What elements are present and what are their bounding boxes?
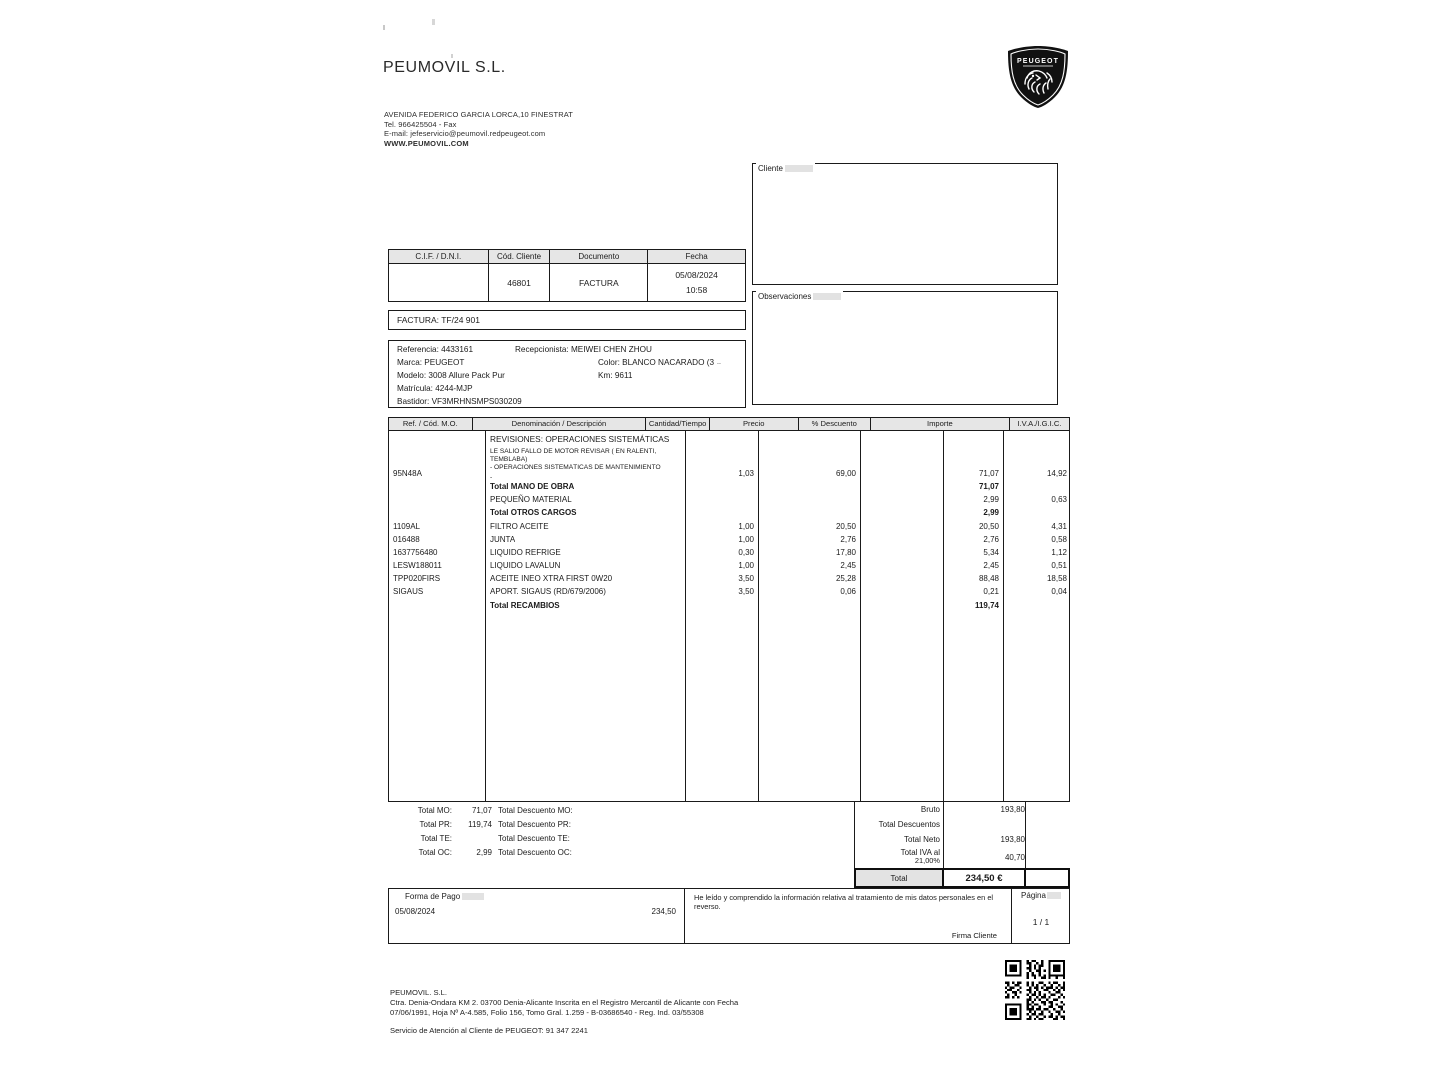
col-header-importe: Importe bbox=[871, 418, 1010, 430]
legal-line-1: PEUMOVIL. S.L. bbox=[390, 988, 447, 997]
meta-value-fecha-time: 10:58 bbox=[685, 284, 708, 295]
cell-importe: 2,76 bbox=[983, 535, 999, 544]
signature-label: Firma Cliente bbox=[951, 931, 997, 940]
scan-artifact bbox=[451, 54, 453, 58]
legal-line-2: Ctra. Denia-Ondara KM 2. 03700 Denia-Alicante Inscrita en el Registro Mercantil de Alicante con Fecha bbox=[390, 998, 739, 1007]
cell-cantidad: 1,00 bbox=[738, 535, 754, 544]
cell-ref: SIGAUS bbox=[393, 587, 424, 596]
mo-note-line-3: - OPERACIONES SISTEMÁTICAS DE MANTENIMIENTO bbox=[490, 464, 661, 471]
cell-denominacion: LIQUIDO LAVALUN bbox=[490, 561, 561, 570]
total-mo-value: 71,07 bbox=[471, 806, 492, 815]
total-oc-label: Total OC: bbox=[418, 848, 452, 857]
table-row bbox=[389, 494, 1069, 506]
bruto-value: 193,80 bbox=[1000, 805, 1025, 814]
total-descuento-mo-label: Total Descuento MO: bbox=[498, 806, 573, 815]
table-row bbox=[389, 586, 1069, 598]
mo-section-title: REVISIONES: OPERACIONES SISTEMÁTICAS bbox=[490, 434, 670, 444]
forma-de-pago-column bbox=[389, 889, 685, 943]
cell-iva: 0,51 bbox=[1051, 561, 1067, 570]
cell-ref: TPP020FIRS bbox=[393, 574, 441, 583]
cell-denominacion: APORT. SIGAUS (RD/679/2006) bbox=[490, 587, 606, 596]
cell-importe: 0,21 bbox=[983, 587, 999, 596]
totals-row-bruto bbox=[855, 802, 1070, 817]
forma-de-pago-date: 05/08/2024 bbox=[395, 907, 436, 916]
page-label: Página bbox=[1013, 891, 1069, 900]
cell-importe: 119,74 bbox=[974, 601, 999, 610]
vehicle-km: Km: 9611 bbox=[598, 371, 633, 380]
cell-iva: 1,12 bbox=[1051, 548, 1067, 557]
total-iva-value: 40,70 bbox=[1004, 853, 1025, 862]
vehicle-info-box bbox=[388, 340, 746, 408]
vehicle-color: Color: BLANCO NACARADO (3 bbox=[598, 358, 715, 367]
cell-ref: 1637756480 bbox=[393, 548, 438, 557]
table-row bbox=[389, 521, 1069, 533]
meta-header-row bbox=[389, 250, 746, 264]
table-row bbox=[389, 507, 1069, 519]
cliente-box-label: Cliente bbox=[756, 163, 815, 174]
total-descuentos-label: Total Descuentos bbox=[878, 820, 940, 829]
cell-cantidad: 3,50 bbox=[738, 574, 754, 583]
consent-text: He leído y comprendido la información relativa al tratamiento de mis datos personales en el reverso. bbox=[694, 893, 994, 912]
meta-value-cif bbox=[389, 264, 489, 302]
table-row bbox=[389, 560, 1069, 572]
cell-denominacion: Total OTROS CARGOS bbox=[490, 508, 577, 517]
forma-de-pago-amount: 234,50 bbox=[651, 907, 676, 916]
company-email: E-mail: jefeservicio@peumovil.redpeugeot.com bbox=[384, 129, 546, 139]
cell-importe: 2,99 bbox=[983, 508, 999, 517]
total-iva-label: Total IVA al bbox=[900, 848, 940, 857]
qr-code-icon bbox=[1000, 955, 1070, 1025]
total-mo-label: Total MO: bbox=[417, 806, 452, 815]
total-final-label: Total bbox=[856, 870, 944, 886]
total-iva-rate: 21,00% bbox=[914, 856, 940, 865]
totals-row-iva bbox=[855, 847, 1070, 865]
totals-row-neto bbox=[855, 832, 1070, 847]
consent-column bbox=[686, 889, 1012, 943]
page-value: 1 / 1 bbox=[1032, 917, 1050, 927]
vehicle-color-truncated: .. bbox=[717, 359, 721, 366]
meta-header-cif: C.I.F. / D.N.I. bbox=[389, 250, 489, 264]
total-pr-label: Total PR: bbox=[419, 820, 452, 829]
forma-de-pago-label: Forma de Pago bbox=[403, 892, 486, 901]
col-header-ref: Ref. / Cód. M.O. bbox=[389, 418, 473, 430]
meta-header-documento: Documento bbox=[550, 250, 648, 264]
bruto-label: Bruto bbox=[920, 805, 940, 814]
table-row bbox=[389, 481, 1069, 493]
table-row bbox=[389, 547, 1069, 559]
company-address: AVENIDA FEDERICO GARCIA LORCA,10 FINESTRAT bbox=[384, 110, 573, 119]
cell-denominacion: Total MANO DE OBRA bbox=[490, 482, 575, 491]
cell-precio: 69,00 bbox=[835, 469, 856, 478]
company-name: PEUMOVIL S.L. bbox=[383, 59, 506, 76]
cell-iva: 0,58 bbox=[1051, 535, 1067, 544]
cell-iva: 0,63 bbox=[1051, 495, 1067, 504]
cell-ref: 016488 bbox=[393, 535, 420, 544]
mo-note-line-1: LE SALIO FALLO DE MOTOR REVISAR ( EN RALENTI, bbox=[490, 448, 657, 455]
cell-precio: 0,06 bbox=[840, 587, 856, 596]
cell-ref: 95N48A bbox=[393, 469, 422, 478]
cell-precio: 20,50 bbox=[835, 522, 856, 531]
line-items-body bbox=[389, 431, 1069, 802]
col-header-precio: Precio bbox=[710, 418, 799, 430]
total-oc-value: 2,99 bbox=[476, 848, 492, 857]
observaciones-box bbox=[752, 291, 1058, 405]
observaciones-box-label: Observaciones bbox=[756, 291, 843, 302]
cell-precio: 2,45 bbox=[840, 561, 856, 570]
vehicle-modelo: Modelo: 3008 Allure Pack Pur bbox=[397, 371, 505, 380]
cell-denominacion: ACEITE INEO XTRA FIRST 0W20 bbox=[490, 574, 613, 583]
meta-value-fecha bbox=[648, 264, 746, 302]
cell-precio: 17,80 bbox=[835, 548, 856, 557]
cell-ref: LESW188011 bbox=[393, 561, 442, 570]
total-final-value: 234,50 € bbox=[944, 870, 1026, 886]
svg-text:PEUGEOT: PEUGEOT bbox=[1017, 58, 1059, 65]
table-row bbox=[389, 468, 1069, 480]
col-header-descuento: % Descuento bbox=[799, 418, 871, 430]
cell-importe: 2,45 bbox=[983, 561, 999, 570]
totals-row-descuentos bbox=[855, 817, 1070, 832]
vehicle-recepcionista: Recepcionista: MEIWEI CHEN ZHOU bbox=[515, 345, 652, 354]
vehicle-marca: Marca: PEUGEOT bbox=[397, 358, 465, 367]
legal-line-3: 07/06/1991, Hoja Nº A-4.585, Folio 156, Tomo Gral. 1.259 - B-03686540 - Reg. Ind. 03/55308 bbox=[390, 1008, 704, 1017]
cell-iva: 14,92 bbox=[1046, 469, 1067, 478]
peugeot-lion-shield-icon bbox=[1003, 44, 1073, 110]
table-row bbox=[389, 573, 1069, 585]
cell-cantidad: 3,50 bbox=[738, 587, 754, 596]
cell-denominacion: JUNTA bbox=[490, 535, 516, 544]
cell-importe: 2,99 bbox=[983, 495, 999, 504]
total-pr-value: 119,74 bbox=[468, 820, 492, 829]
col-header-denominacion: Denominación / Descripción bbox=[473, 418, 647, 430]
company-contact-block bbox=[384, 110, 573, 148]
cell-precio: 25,28 bbox=[835, 574, 856, 583]
meta-value-documento: FACTURA bbox=[550, 264, 648, 302]
cell-cantidad: 1,00 bbox=[738, 522, 754, 531]
cell-precio: 2,76 bbox=[840, 535, 856, 544]
payment-footer-block bbox=[388, 888, 1070, 944]
cell-denominacion: LIQUIDO REFRIGE bbox=[490, 548, 561, 557]
total-descuento-pr-label: Total Descuento PR: bbox=[498, 820, 571, 829]
cell-importe: 88,48 bbox=[978, 574, 999, 583]
mo-note-line-4: - bbox=[490, 474, 493, 481]
totals-band bbox=[388, 802, 1070, 886]
line-items-table bbox=[388, 417, 1070, 802]
meta-header-codcliente: Cód. Cliente bbox=[488, 250, 550, 264]
cell-iva: 4,31 bbox=[1051, 522, 1067, 531]
legal-footer bbox=[390, 988, 738, 1036]
total-neto-label: Total Neto bbox=[903, 835, 940, 844]
cell-iva: 0,04 bbox=[1051, 587, 1067, 596]
total-te-label: Total TE: bbox=[420, 834, 452, 843]
cell-iva: 18,58 bbox=[1046, 574, 1067, 583]
legal-line-4: Servicio de Atención al Cliente de PEUGEOT: 91 347 2241 bbox=[390, 1026, 588, 1035]
company-website: WWW.PEUMOVIL.COM bbox=[384, 138, 469, 148]
cell-denominacion: FILTRO ACEITE bbox=[490, 522, 549, 531]
line-items-header-row bbox=[389, 418, 1069, 431]
cell-importe: 71,07 bbox=[978, 482, 999, 491]
meta-header-fecha: Fecha bbox=[648, 250, 746, 264]
vehicle-bastidor: Bastidor: VF3MRHNSMPS030209 bbox=[397, 397, 522, 406]
table-row bbox=[389, 600, 1069, 612]
scan-artifact bbox=[383, 25, 385, 30]
cell-ref: 1109AL bbox=[393, 522, 420, 531]
cell-cantidad: 0,30 bbox=[738, 548, 754, 557]
cell-importe: 71,07 bbox=[978, 469, 999, 478]
factura-reference-bar bbox=[388, 310, 746, 330]
invoice-meta-table bbox=[388, 249, 746, 302]
cell-cantidad: 1,00 bbox=[738, 561, 754, 570]
total-descuento-te-label: Total Descuento TE: bbox=[498, 834, 570, 843]
vehicle-matricula: Matrícula: 4244-MJP bbox=[397, 384, 473, 393]
factura-reference-text: FACTURA: TF/24 901 bbox=[397, 315, 480, 325]
cell-importe: 20,50 bbox=[978, 522, 999, 531]
cell-cantidad: 1,03 bbox=[738, 469, 754, 478]
company-phone: Tel. 966425504 - Fax bbox=[384, 119, 457, 129]
col-header-cantidad: Cantidad/Tiempo bbox=[646, 418, 710, 430]
cell-denominacion: Total RECAMBIOS bbox=[490, 601, 560, 610]
meta-value-codcliente: 46801 bbox=[488, 264, 550, 302]
col-header-iva: I.V.A./I.G.I.C. bbox=[1017, 419, 1062, 428]
vehicle-referencia: Referencia: 4433161 bbox=[397, 345, 474, 354]
mo-note-line-2: TEMBLABA) bbox=[490, 456, 528, 463]
meta-value-fecha-date: 05/08/2024 bbox=[675, 269, 718, 280]
meta-value-row bbox=[389, 264, 746, 302]
table-row bbox=[389, 534, 1069, 546]
cell-denominacion: PEQUEÑO MATERIAL bbox=[490, 495, 572, 504]
total-neto-value: 193,80 bbox=[1000, 835, 1025, 844]
scan-artifact bbox=[432, 19, 435, 25]
total-descuento-oc-label: Total Descuento OC: bbox=[498, 848, 572, 857]
cell-importe: 5,34 bbox=[983, 548, 999, 557]
total-final-box bbox=[854, 868, 1070, 888]
page-column bbox=[1013, 889, 1069, 943]
cliente-box bbox=[752, 163, 1058, 285]
